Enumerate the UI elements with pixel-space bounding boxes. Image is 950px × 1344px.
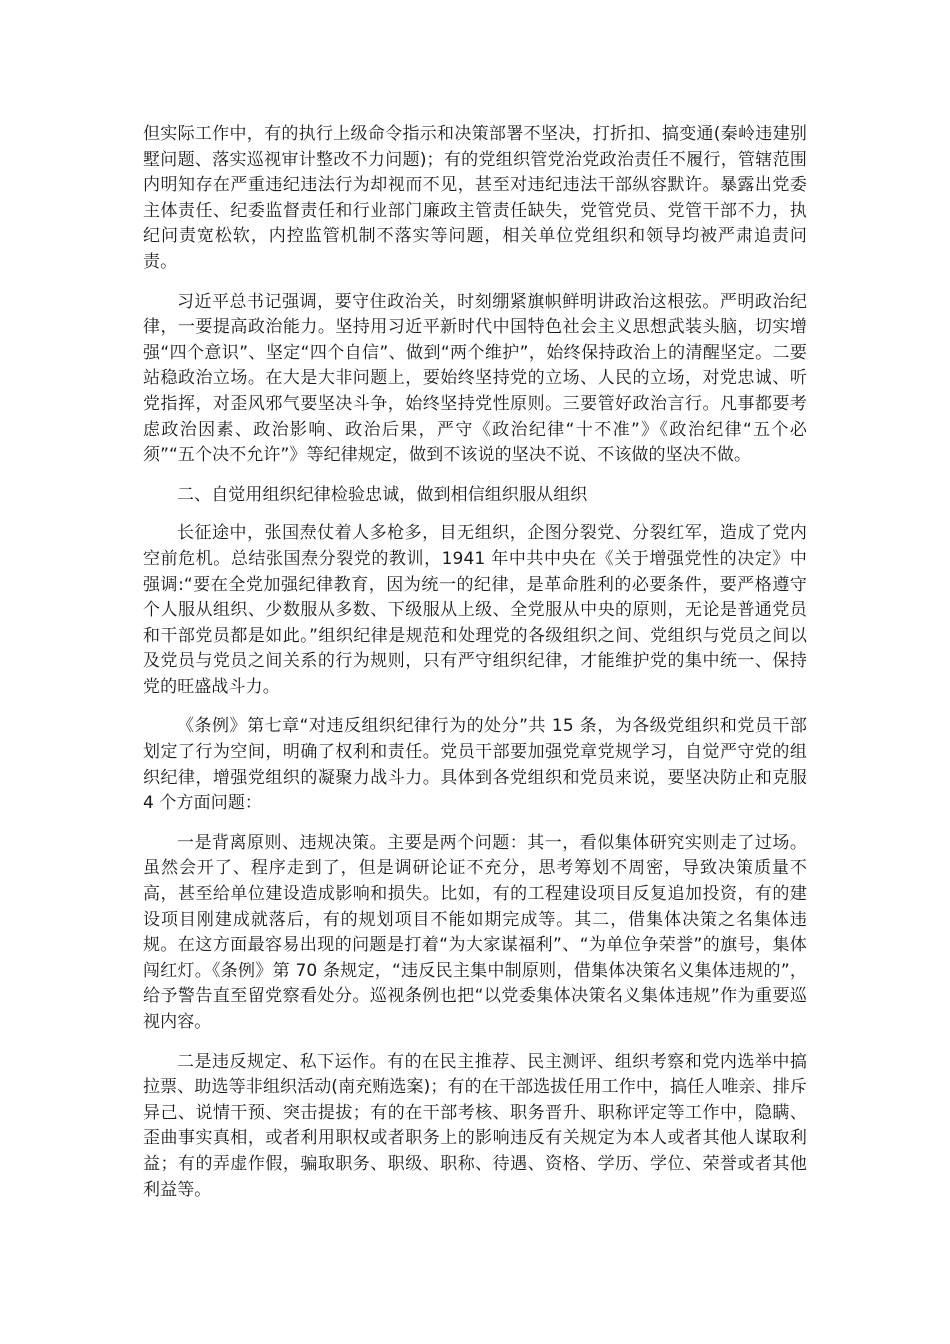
document-page (143, 122, 807, 1217)
paragraph-continued: 但实际工作中，有的执行上级命令指示和决策部署不坚决，打折扣、搞变通(秦岭违建别墅问题、落实巡视审计整改不力问题)；有的党组织管党治党政治责任不履行，管辖范围内明知存在严重违纪违法行为却视而不见，甚至对违纪违法干部纵容默许。暴露出党委主体责任、纪委监督责任和行业部门廉政主管责任缺失，党管党员、党管干部不力，执纪问责宽松软，内控监管机制不落实等问题，相关单位党组织和领导均被严肃追责问责。 (143, 124, 807, 272)
paragraph-regulations-chapter-seven: 《条例》第七章“对违反组织纪律行为的处分”共 15 条，为各级党组织和党员干部划定了行为空间，明确了权利和责任。党员干部要加强党章党规学习，自觉严守党的组织纪律，增强党组织的凝聚力战斗力。具体到各党组织和党员来说，要坚决防止和克服 4 个方面问题： (143, 716, 807, 814)
paragraph-political-discipline: 习近平总书记强调，要守住政治关，时刻绷紧旗帜鲜明讲政治这根弦。严明政治纪律，一要提高政治能力。坚持用习近平新时代中国特色社会主义思想武装头脑，切实增强“四个意识”、坚定“四个自信”、做到“两个维护”，始终保持政治上的清醒坚定。二要站稳政治立场。在大是大非问题上，要始终坚持党的立场、人民的立场，对党忠诚、听党指挥，对歪风邪气要坚决斗争，始终坚持党性原则。三要管好政治言行。凡事都要考虑政治因素、政治影响、政治后果，严守《政治纪律“十不准”》《政治纪律“五个必须”“五个决不允许”》等纪律规定，做到不该说的坚决不说、不该做的坚决不做。 (143, 291, 807, 466)
section-heading-organizational-discipline: 二、自觉用组织纪律检验忠诚，做到相信组织服从组织 (177, 484, 588, 505)
paragraph-problem-one: 一是背离原则、违规决策。主要是两个问题：其一，看似集体研究实则走了过场。虽然会开了、程序走到了，但是调研论证不充分，思考筹划不周密，导致决策质量不高，甚至给单位建设造成影响和损失。比如，有的工程建设项目反复追加投资，有的建设项目刚建成就落后，有的规划项目不能如期完成等。其二，借集体决策之名集体违规。在这方面最容易出现的问题是打着“为大家谋福利”、“为单位争荣誉”的旗号，集体闯红灯。《条例》第 70 条规定，“违反民主集中制原则，借集体决策名义集体违规的”，给予警告直至留党察看处分。巡视条例也把“以党委集体决策名义集体违规”作为重要巡视内容。 (143, 832, 807, 1032)
paragraph-problem-two: 二是违反规定、私下运作。有的在民主推荐、民主测评、组织考察和党内选举中搞拉票、助选等非组织活动(南充贿选案)；有的在干部选拔任用工作中，搞任人唯亲、排斥异己、说情干预、突击提拔；有的在干部考核、职务晋升、职称评定等工作中，隐瞒、歪曲事实真相，或者利用职权或者职务上的影响违反有关规定为本人或者其他人谋取利益；有的弄虚作假，骗取职务、职级、职称、待遇、资格、学历、学位、荣誉或者其他利益等。 (143, 1051, 807, 1200)
paragraph-long-march: 长征途中，张国焘仗着人多枪多，目无组织，企图分裂党、分裂红军，造成了党内空前危机。总结张国焘分裂党的教训，1941 年中共中央在《关于增强党性的决定》中强调:“要在全党加强纪律教育，因为统一的纪律，是革命胜利的必要条件，要严格遵守个人服从组织、少数服从多数、下级服从上级、全党服从中央的原则，无论是普通党员和干部党员都是如此。”组织纪律是规范和处理党的各级组织之间、党组织与党员之间以及党员与党员之间关系的行为规则，只有严守组织纪律，才能维护党的集中统一、保持党的旺盛战斗力。 (143, 523, 807, 697)
